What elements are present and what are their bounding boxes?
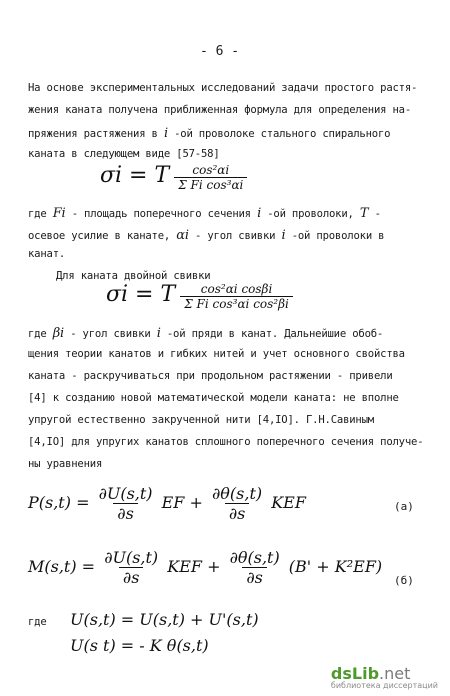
watermark-logo-tld: .net: [379, 664, 411, 683]
text-line: [4] к созданию новой математической модели каната: не вполне: [28, 392, 399, 404]
equation-c: U(s,t) = U(s,t) + U'(s,t): [70, 610, 259, 629]
text-line: ны уравнения: [28, 458, 103, 470]
text-fragment: пряжения растяжения в: [28, 128, 158, 140]
text-line: упругой естественно закрученной нити [4,IO]. Г.Н.Савиным: [28, 414, 374, 426]
equation-term: EF +: [161, 493, 203, 512]
formula-sigma-double: [106, 282, 293, 311]
text-line: где: [28, 616, 47, 628]
formula-fraction: [180, 282, 293, 311]
equation-numerator: ∂θ(s,t): [212, 484, 263, 503]
equation-numerator: ∂U(s,t): [104, 548, 159, 567]
formula-fraction: [174, 163, 247, 192]
symbol-beta-i: βi: [52, 326, 65, 341]
text-line: [28, 126, 390, 141]
text-line: [28, 326, 383, 341]
symbol-alpha-i: αi: [176, 228, 189, 243]
equation-fraction: [226, 548, 284, 587]
equation-lhs: M(s,t) =: [28, 557, 96, 576]
equation-numerator: ∂U(s,t): [98, 484, 153, 503]
text-line: каната в следующем виде [57-58]: [28, 148, 220, 160]
formula-lhs: σi = T: [100, 163, 170, 188]
symbol-i: i: [163, 126, 168, 141]
equation-term: KEF: [271, 493, 306, 512]
page-number: - 6 -: [200, 44, 240, 59]
equation-term: KEF +: [167, 557, 221, 576]
symbol-i: i: [156, 326, 161, 341]
formula-denominator: Σ Fi cos³αi: [174, 177, 247, 192]
formula-sigma-single: [100, 163, 247, 192]
equation-fraction: [208, 484, 266, 523]
text-fragment: - угол свивки: [195, 230, 276, 242]
formula-denominator: Σ Fi cos³αi cos²βi: [180, 296, 293, 311]
equation-denominator: ∂s: [225, 503, 249, 523]
text-line: На основе экспериментальных исследований задачи простого растя-: [28, 82, 418, 94]
equation-denominator: ∂s: [242, 567, 266, 587]
text-line: [28, 228, 384, 243]
text-line: [28, 206, 381, 221]
text-line: щения теории канатов и гибких нитей и учет основного свойства: [28, 348, 405, 360]
formula-numerator: cos²αi: [192, 163, 230, 177]
equation-lhs: P(s,t) =: [28, 493, 90, 512]
text-fragment: - угол свивки: [70, 328, 151, 340]
site-watermark: [331, 664, 438, 690]
text-line: Для каната двойной свивки: [56, 270, 211, 282]
text-line: жения каната получена приближенная формула для определения на-: [28, 104, 412, 116]
equation-d: U(s t) = - K θ(s,t): [70, 636, 209, 655]
text-fragment: -ой проволоки,: [267, 208, 354, 220]
symbol-fi: Fi: [52, 206, 66, 221]
text-fragment: -ой проволоке стального спирального: [174, 128, 391, 140]
symbol-t: T: [359, 206, 369, 221]
text-line: каната - раскручиваться при продольном растяжении - привели: [28, 370, 393, 382]
text-line: [4,IO] для упругих канатов сплошного поперечного сечения получе-: [28, 436, 424, 448]
equation-denominator: ∂s: [113, 503, 137, 523]
watermark-subtitle: библиотека диссертаций: [330, 681, 438, 690]
equation-fraction: [100, 548, 162, 587]
equation-b: [28, 548, 382, 587]
text-fragment: -ой пряди в канат. Дальнейшие обоб-: [166, 328, 384, 340]
symbol-i: i: [257, 206, 262, 221]
text-line: канат.: [28, 248, 66, 260]
equation-denominator: ∂s: [119, 567, 143, 587]
text-fragment: - площадь поперечного сечения: [71, 208, 251, 220]
symbol-i: i: [281, 228, 286, 243]
equation-numerator: ∂θ(s,t): [229, 548, 280, 567]
text-fragment: осевое усилие в канате,: [28, 230, 171, 242]
text-fragment: где: [28, 208, 47, 220]
equation-a: [28, 484, 306, 523]
equation-fraction: [95, 484, 157, 523]
formula-numerator: cos²αi cosβi: [200, 282, 273, 296]
equation-label-b: (б): [394, 574, 414, 587]
formula-lhs: σi = T: [106, 282, 176, 307]
equation-term: (B' + K²EF): [288, 557, 383, 576]
text-fragment: где: [28, 328, 47, 340]
watermark-logo-main: dsLib: [330, 664, 380, 683]
equation-label-a: (a): [394, 500, 414, 513]
text-fragment: -ой проволоки в: [291, 230, 385, 242]
text-fragment: -: [374, 208, 381, 220]
